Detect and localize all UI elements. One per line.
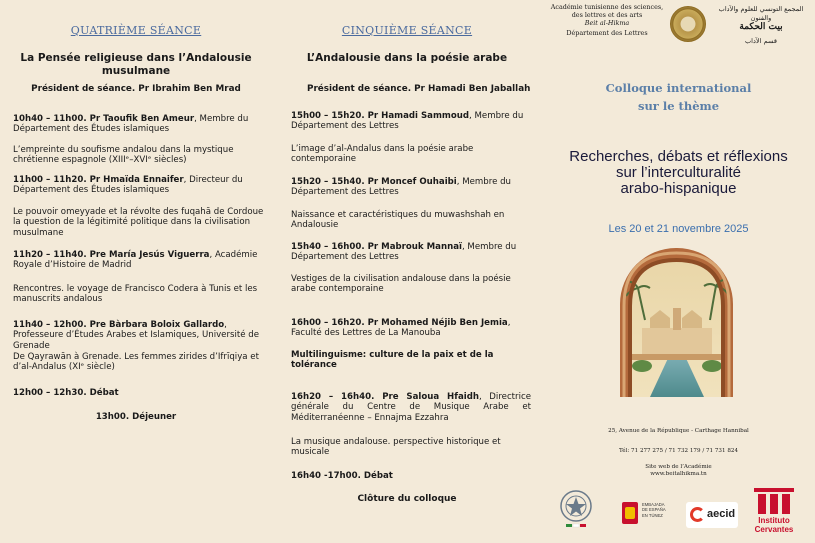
- program-item: 15h00 – 15h20. Pr Hamadi Sammoud, Membre du Département des Lettres: [291, 111, 524, 132]
- debate-slot: 16h40 -17h00. Débat: [291, 471, 393, 481]
- website: Site web de l’Académie www.beitalhikma.tn: [645, 464, 712, 478]
- address: 25, Avenue de la République - Carthage Hannibal: [608, 428, 749, 434]
- embassy-spain-logo: [622, 500, 682, 532]
- session-title: CINQUIÈME SÉANCE: [341, 24, 473, 37]
- academy-seal-logo: [670, 6, 706, 42]
- conference-dates: Les 20 et 21 novembre 2025: [608, 223, 749, 235]
- conference-title: Recherches, débats et réflexions sur l’interculturalité arabo-hispanique: [569, 148, 788, 198]
- talk-title: Le pouvoir omeyyade et la révolte des fuqahā de Cordoue la question de la légitimité politique dans la civilisation musulmane: [13, 207, 264, 238]
- academy-name-ar: المجمع التونسي للعلوم والآداب والفنون بيت الحكمة قسم الآداب: [718, 5, 804, 45]
- academy-name-fr: Académie tunisienne des sciences, des lettres et des arts Beit al-Hikma Département des Lettres: [550, 3, 664, 37]
- session-title: QUATRIÈME SÉANCE: [70, 24, 202, 37]
- talk-title: Rencontres. le voyage de Francisco Codera à Tunis et les manuscrits andalous: [13, 284, 258, 305]
- aecid-icon: [690, 507, 705, 522]
- aecid-logo: [686, 502, 738, 528]
- session-president: Président de séance. Pr Hamadi Ben Jaballah: [307, 84, 531, 94]
- talk-title: Multilinguisme: culture de la paix et de la tolérance: [291, 350, 494, 371]
- program-item: 11h20 – 11h40. Pre María Jesús Viguerra, Académie Royale d’Histoire de Madrid: [13, 250, 258, 271]
- middle-panel: [272, 0, 542, 543]
- cervantes-mark-icon: [748, 486, 800, 516]
- program-item: 11h40 – 12h00. Pre Bàrbara Boloix Gallardo, Professeure d’Études Arabes et Islamiques, Université de Grenade: [13, 320, 259, 351]
- talk-title: Vestiges de la civilisation andalouse dans la poésie arabe contemporaine: [291, 274, 511, 295]
- cervantes-label: Instituto Cervantes: [754, 516, 794, 534]
- arch-image: [620, 248, 733, 397]
- talk-title: L’image d’al-Andalus dans la poésie arabe contemporaine: [291, 144, 474, 165]
- left-panel: [0, 0, 272, 543]
- program-item: 16h20 – 16h40. Pre Saloua Hfaidh, Directrice générale du Centre de Musique Arabe et Méditerranéenne – Ennajma Ezzahra: [291, 392, 531, 423]
- talk-title: L’empreinte du soufisme andalou dans la mystique chrétienne espagnole (XIIIᵉ–XVIᵉ siècles): [13, 145, 234, 166]
- debate-slot: 12h00 – 12h30. Débat: [13, 388, 119, 398]
- colloque-heading: Colloque international sur le thème: [605, 81, 752, 113]
- andalusian-arch-illustration: [620, 248, 733, 397]
- talk-title: De Qayrawān à Grenade. Les femmes zirides d’Ifrīqiya et d’al-Andalus (XIᵉ siècle): [13, 352, 259, 373]
- program-item: 15h20 – 15h40. Pr Moncef Ouhaibi, Membre du Département des Lettres: [291, 177, 512, 198]
- program-item: 16h00 – 16h20. Pr Mohamed Néjib Ben Jemia, Faculté des Lettres de La Manouba: [291, 318, 511, 339]
- government-emblem-logo: [558, 488, 594, 528]
- aecid-label: aecid: [707, 508, 736, 520]
- instituto-cervantes-logo: [748, 486, 800, 542]
- lunch-slot: 13h00. Déjeuner: [95, 412, 177, 422]
- program-item: 15h40 – 16h00. Pr Mabrouk Mannaï, Membre du Département des Lettres: [291, 242, 517, 263]
- phone: Tél: 71 277 275 / 71 732 179 / 71 731 824: [618, 448, 739, 454]
- program-item: 11h00 – 11h20. Pr Hmaïda Ennaifer, Directeur du Département des Études islamiques: [13, 175, 243, 196]
- embassy-label: EMBAJADA DE ESPAÑA EN TÚNEZ: [642, 502, 666, 518]
- spain-coat-of-arms-icon: [622, 502, 638, 524]
- talk-title: Naissance et caractéristiques du muwashshah en Andalousie: [291, 210, 505, 231]
- talk-title: La musique andalouse. perspective historique et musicale: [291, 437, 501, 458]
- closing-slot: Clôture du colloque: [357, 494, 457, 504]
- session-president: Président de séance. Pr Ibrahim Ben Mrad: [31, 84, 241, 94]
- session-theme: L’Andalousie dans la poésie arabe: [306, 52, 508, 64]
- program-item: 10h40 – 11h00. Pr Taoufik Ben Ameur, Membre du Département des Études islamiques: [13, 114, 249, 135]
- session-theme: La Pensée religieuse dans l’Andalousie musulmane: [20, 52, 252, 77]
